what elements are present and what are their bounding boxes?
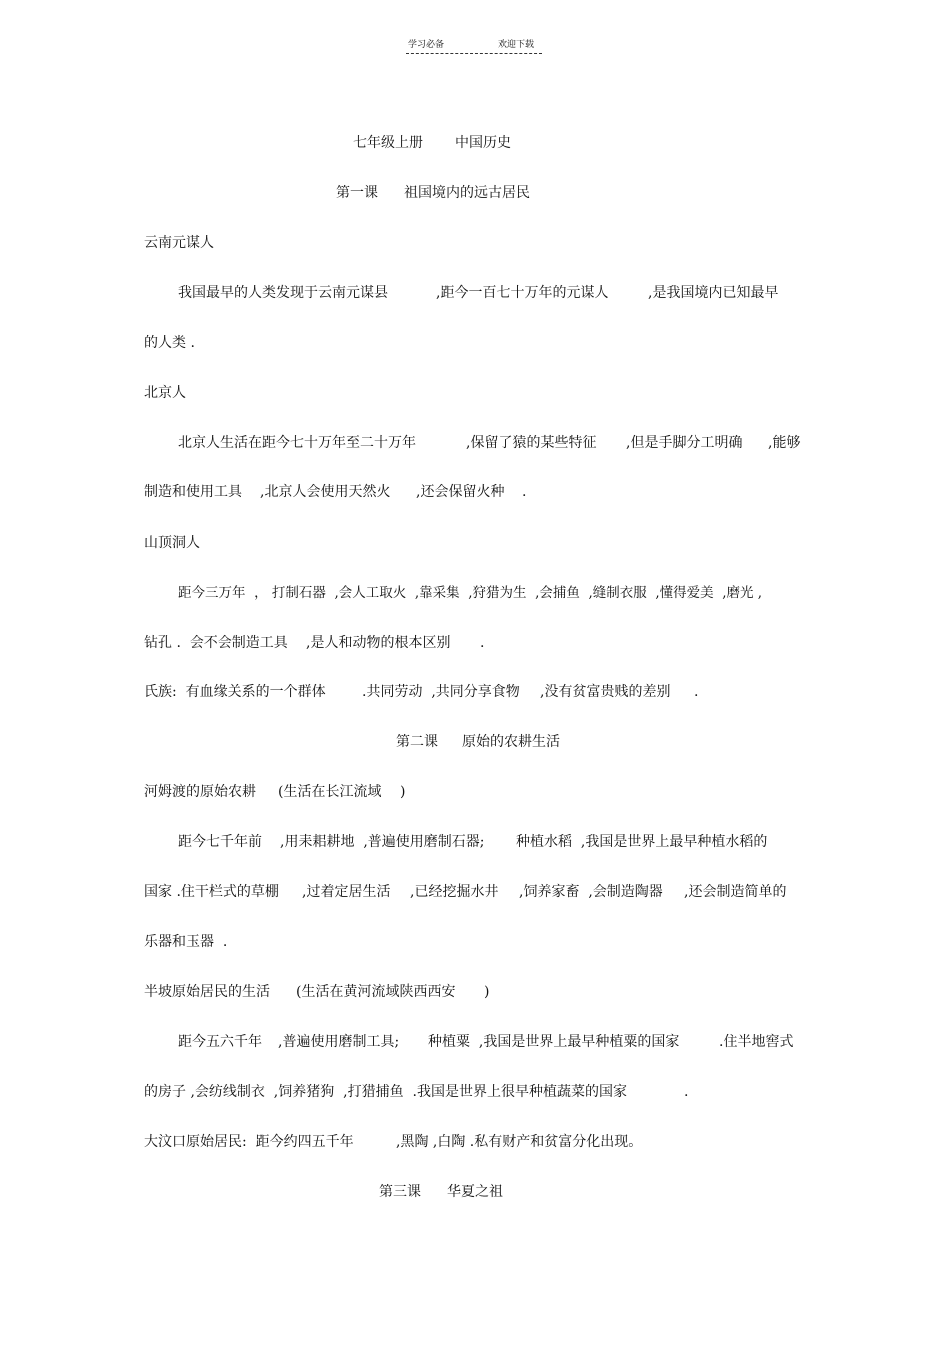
- shanding-text: ,是人和动物的根本区别: [306, 635, 451, 651]
- hemudu-text: ,还会制造简单的: [684, 884, 787, 900]
- hemudu-text: 国家 .住干栏式的草棚: [144, 884, 279, 900]
- shizu-definition: 氏族: 有血缘关系的一个群体: [144, 684, 326, 700]
- banpo-text: 距今五六千年: [178, 1034, 262, 1050]
- hemudu-text: 乐器和玉器 .: [144, 934, 228, 950]
- title-subject: 中国历史: [455, 135, 511, 151]
- hemudu-text: 种植水稻 ,我国是世界上最早种植水稻的: [516, 834, 768, 850]
- shizu-definition: ,没有贫富贵贱的差别: [540, 684, 671, 700]
- beijing-heading: 北京人: [144, 385, 186, 401]
- banpo-text: ,普遍使用磨制工具;: [278, 1034, 400, 1050]
- dawenkou-text: 大汶口原始居民: 距今约四五千年: [144, 1134, 354, 1150]
- banpo-heading: ): [484, 984, 490, 1000]
- hemudu-text: 距今七千年前: [178, 834, 262, 850]
- hemudu-text: ,过着定居生活: [302, 884, 391, 900]
- shizu-definition: .: [694, 684, 699, 700]
- beijing-text: ,能够: [768, 435, 801, 451]
- beijing-text: ,但是手脚分工明确: [626, 435, 743, 451]
- header-dashed-rule: [406, 53, 542, 54]
- shanding-text: .: [480, 635, 485, 651]
- beijing-text: 北京人生活在距今七十万年至二十万年: [178, 435, 416, 451]
- shanding-text: 距今三万年 ， 打制石器 ,会人工取火 ,靠采集 ,狩猎为生 ,会捕鱼 ,缝制衣服 ,懂得爱美 ,磨光 ,: [178, 585, 763, 601]
- hemudu-heading: (生活在长江流域: [278, 784, 382, 800]
- shizu-definition: .共同劳动 ,共同分享食物: [362, 684, 520, 700]
- shanding-heading: 山顶洞人: [144, 535, 200, 551]
- lesson3-number: 第三课: [379, 1184, 421, 1200]
- yuanmou-text: ,是我国境内已知最早: [648, 285, 779, 301]
- hemudu-text: ,饲养家畜 ,会制造陶器: [519, 884, 663, 900]
- dawenkou-text: ,黑陶 ,白陶 .私有财产和贫富分化出现。: [396, 1134, 643, 1150]
- banpo-heading: 半坡原始居民的生活: [144, 984, 270, 1000]
- hemudu-heading: ): [400, 784, 406, 800]
- lesson3-title: 华夏之祖: [447, 1184, 503, 1200]
- yuanmou-text: 的人类 .: [144, 335, 195, 351]
- title-grade: 七年级上册: [353, 135, 423, 151]
- banpo-text: 种植粟 ,我国是世界上最早种植粟的国家: [428, 1034, 680, 1050]
- yuanmou-heading: 云南元谋人: [144, 235, 214, 251]
- hemudu-heading: 河姆渡的原始农耕: [144, 784, 256, 800]
- banpo-heading: (生活在黄河流域陕西西安: [296, 984, 456, 1000]
- beijing-text: .: [522, 484, 527, 500]
- lesson1-title: 祖国境内的远古居民: [404, 185, 530, 201]
- beijing-text: ,还会保留火种: [416, 484, 505, 500]
- banpo-text: 的房子 ,会纺线制衣 ,饲养猪狗 ,打猎捕鱼 .我国是世界上很早种植蔬菜的国家: [144, 1084, 627, 1100]
- shanding-text: 钻孔 . 会不会制造工具: [144, 635, 288, 651]
- beijing-text: 制造和使用工具: [144, 484, 242, 500]
- lesson2-number: 第二课: [396, 734, 438, 750]
- beijing-text: ,保留了猿的某些特征: [466, 435, 597, 451]
- lesson2-title: 原始的农耕生活: [462, 734, 560, 750]
- hemudu-text: ,用耒耜耕地 ,普遍使用磨制石器;: [280, 834, 485, 850]
- page-header: [406, 38, 542, 56]
- yuanmou-text: 我国最早的人类发现于云南元谋县: [178, 285, 388, 301]
- header-left: 学习必备: [408, 40, 445, 50]
- lesson1-number: 第一课: [336, 185, 378, 201]
- banpo-text: .: [684, 1084, 689, 1100]
- header-right: 欢迎下载: [498, 40, 535, 50]
- banpo-text: .住半地窖式: [719, 1034, 794, 1050]
- yuanmou-text: ,距今一百七十万年的元谋人: [436, 285, 609, 301]
- hemudu-text: ,已经挖掘水井: [410, 884, 499, 900]
- beijing-text: ,北京人会使用天然火: [260, 484, 391, 500]
